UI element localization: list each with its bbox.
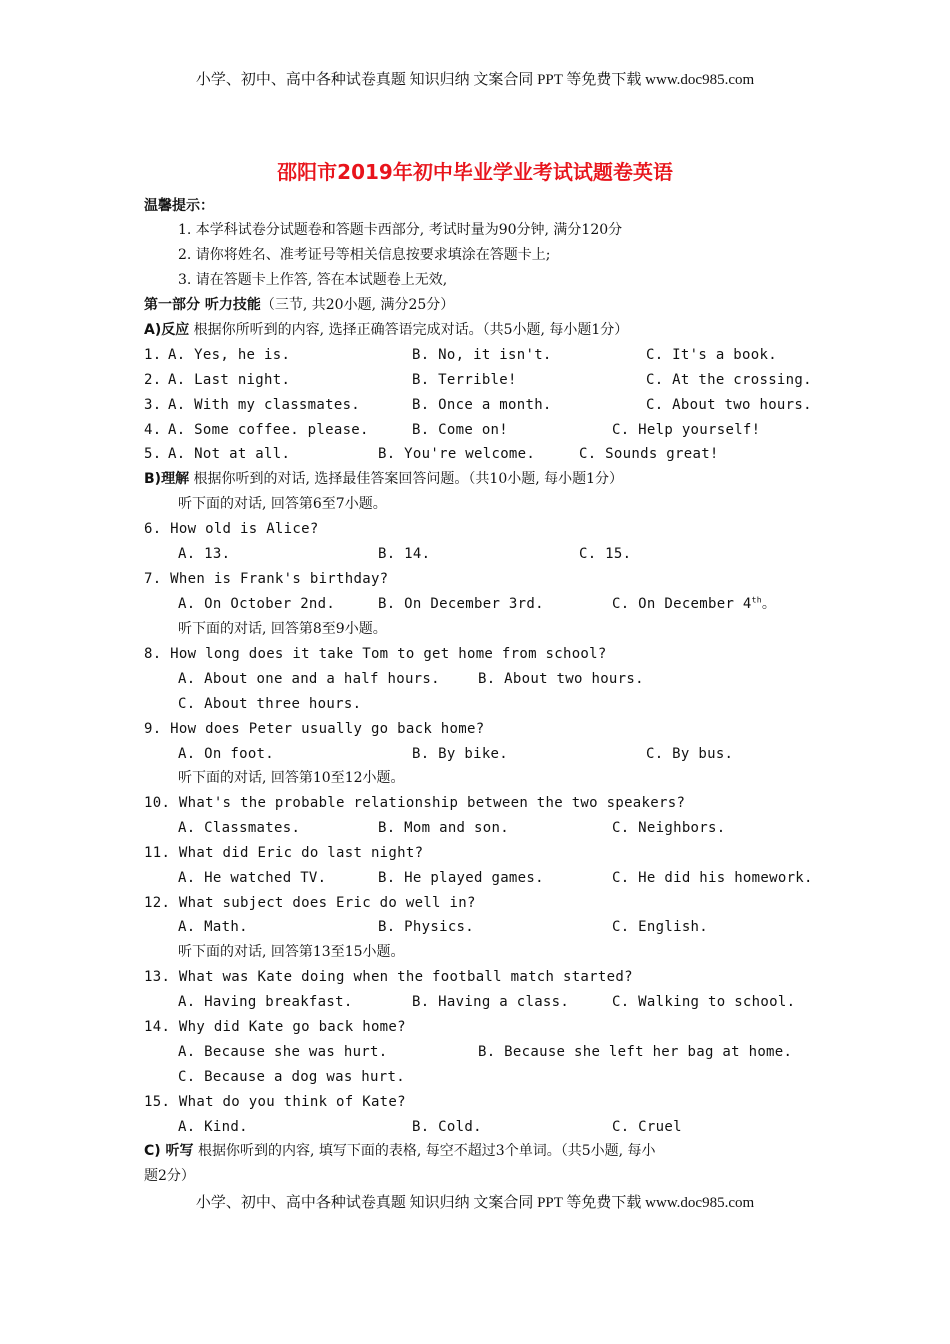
q7-option-a: A. On October 2nd. [178,596,336,612]
instruction-10-12: 听下面的对话, 回答第10至12小题。 [178,770,405,786]
sectionA-desc: 根据你所听到的内容, 选择正确答语完成对话。（共5小题, 每小题1分） [189,322,629,338]
instruction-8-9: 听下面的对话, 回答第8至9小题。 [178,621,387,637]
q15-option-b: B. Cold. [412,1119,482,1135]
q9-option-c: C. By bus. [646,746,734,762]
question-9-options [178,743,828,765]
question-7-options [178,593,828,615]
q12-option-b: B. Physics. [378,919,475,935]
q6-option-a: A. 13. [178,546,231,562]
q1-option-a: A. Yes, he is. [168,347,291,363]
sectionB-desc: 根据你听到的对话, 选择最佳答案回答问题。（共10小题, 每小题1分） [189,471,624,487]
q3-option-c: C. About two hours. [646,397,812,413]
q13-option-a: A. Having breakfast. [178,994,353,1010]
question-6-options [178,543,828,565]
q14-option-c: C. Because a dog was hurt. [178,1069,405,1085]
sectionC-heading [144,1140,656,1162]
q2-num: 2. [144,372,162,388]
part1-heading [144,294,454,316]
question-10-options [178,817,828,839]
q7-option-c-text: C. On December 4 [612,596,752,612]
exam-title: 邵阳市2019年初中毕业学业考试试题卷英语 [277,160,673,184]
sectionC-desc-cont: 题2分） [144,1168,195,1184]
q10-option-a: A. Classmates. [178,820,301,836]
question-5 [144,443,824,465]
q11-option-a: A. He watched TV. [178,870,327,886]
part1-desc: （三节, 共20小题, 满分25分） [260,297,455,313]
part1-label: 第一部分 听力技能 [144,297,261,313]
question-12-options [178,916,828,938]
q15-option-c: C. Cruel [612,1119,682,1135]
q10-option-b: B. Mom and son. [378,820,509,836]
q1-num: 1. [144,347,162,363]
question-2 [144,369,824,391]
q12-option-c: C. English. [612,919,709,935]
question-14-options [178,1041,828,1063]
q7-option-c-end: 。 [761,596,777,612]
q4-option-a: A. Some coffee. please. [168,422,369,438]
q9-option-a: A. On foot. [178,746,275,762]
q4-num: 4. [144,422,162,438]
tip-item-1: 1. 本学科试卷分试题卷和答题卡西部分, 考试时量为90分钟, 满分120分 [178,222,623,238]
q2-option-b: B. Terrible! [412,372,517,388]
q4-option-c: C. Help yourself! [612,422,761,438]
sectionB-label: B)理解 [144,471,190,487]
question-12-text: 12. What subject does Eric do well in? [144,895,476,911]
q5-option-b: B. You're welcome. [378,446,536,462]
q2-option-a: A. Last night. [168,372,291,388]
question-14-text: 14. Why did Kate go back home? [144,1019,406,1035]
q8-option-c: C. About three hours. [178,696,362,712]
question-7-text: 7. When is Frank's birthday? [144,571,389,587]
q6-option-b: B. 14. [378,546,431,562]
q12-option-a: A. Math. [178,919,248,935]
question-4 [144,419,824,441]
q5-num: 5. [144,446,162,462]
sectionA-heading [144,319,628,341]
sectionB-heading [144,468,623,490]
q13-option-c: C. Walking to school. [612,994,796,1010]
question-3 [144,394,824,416]
question-11-text: 11. What did Eric do last night? [144,845,424,861]
q14-option-b: B. Because she left her bag at home. [478,1044,793,1060]
q7-option-c [612,593,776,615]
q11-option-b: B. He played games. [378,870,544,886]
tip-item-2: 2. 请你将姓名、准考证号等相关信息按要求填涂在答题卡上; [178,247,551,263]
q9-option-b: B. By bike. [412,746,509,762]
question-6-text: 6. How old is Alice? [144,521,319,537]
q2-option-c: C. At the crossing. [646,372,812,388]
q3-option-a: A. With my classmates. [168,397,361,413]
question-10-text: 10. What's the probable relationship between the two speakers? [144,795,686,811]
question-8-options [178,668,828,690]
question-13-text: 13. What was Kate doing when the football match started? [144,969,633,985]
instruction-6-7: 听下面的对话, 回答第6至7小题。 [178,496,387,512]
q3-num: 3. [144,397,162,413]
q8-option-a: A. About one and a half hours. [178,671,440,687]
question-1 [144,344,824,366]
question-15-text: 15. What do you think of Kate? [144,1094,406,1110]
q1-option-b: B. No, it isn't. [412,347,552,363]
question-13-options [178,991,828,1013]
q5-option-c: C. Sounds great! [579,446,719,462]
q5-option-a: A. Not at all. [168,446,291,462]
page-footer: 小学、初中、高中各种试卷真题 知识归纳 文案合同 PPT 等免费下载 www.doc985.com [195,1195,755,1211]
q11-option-c: C. He did his homework. [612,870,813,886]
instruction-13-15: 听下面的对话, 回答第13至15小题。 [178,944,405,960]
q7-option-b: B. On December 3rd. [378,596,544,612]
q13-option-b: B. Having a class. [412,994,570,1010]
question-15-options [178,1116,828,1138]
q6-option-c: C. 15. [579,546,632,562]
q3-option-b: B. Once a month. [412,397,552,413]
q8-option-b: B. About two hours. [478,671,644,687]
page-header: 小学、初中、高中各种试卷真题 知识归纳 文案合同 PPT 等免费下载 www.doc985.com [195,72,755,88]
q14-option-a: A. Because she was hurt. [178,1044,388,1060]
tip-item-3: 3. 请在答题卡上作答, 答在本试题卷上无效, [178,272,448,288]
q10-option-c: C. Neighbors. [612,820,726,836]
q15-option-a: A. Kind. [178,1119,248,1135]
q7-option-c-sup: th [751,595,762,605]
question-11-options [178,867,828,889]
tips-heading: 温馨提示： [144,198,214,214]
q4-option-b: B. Come on! [412,422,509,438]
question-9-text: 9. How does Peter usually go back home? [144,721,485,737]
sectionC-label: C) 听写 [144,1143,194,1159]
sectionC-desc: 根据你听到的内容, 填写下面的表格, 每空不超过3个单词。（共5小题, 每小 [193,1143,656,1159]
q1-option-c: C. It's a book. [646,347,777,363]
question-8-text: 8. How long does it take Tom to get home from school? [144,646,607,662]
sectionA-label: A)反应 [144,322,190,338]
